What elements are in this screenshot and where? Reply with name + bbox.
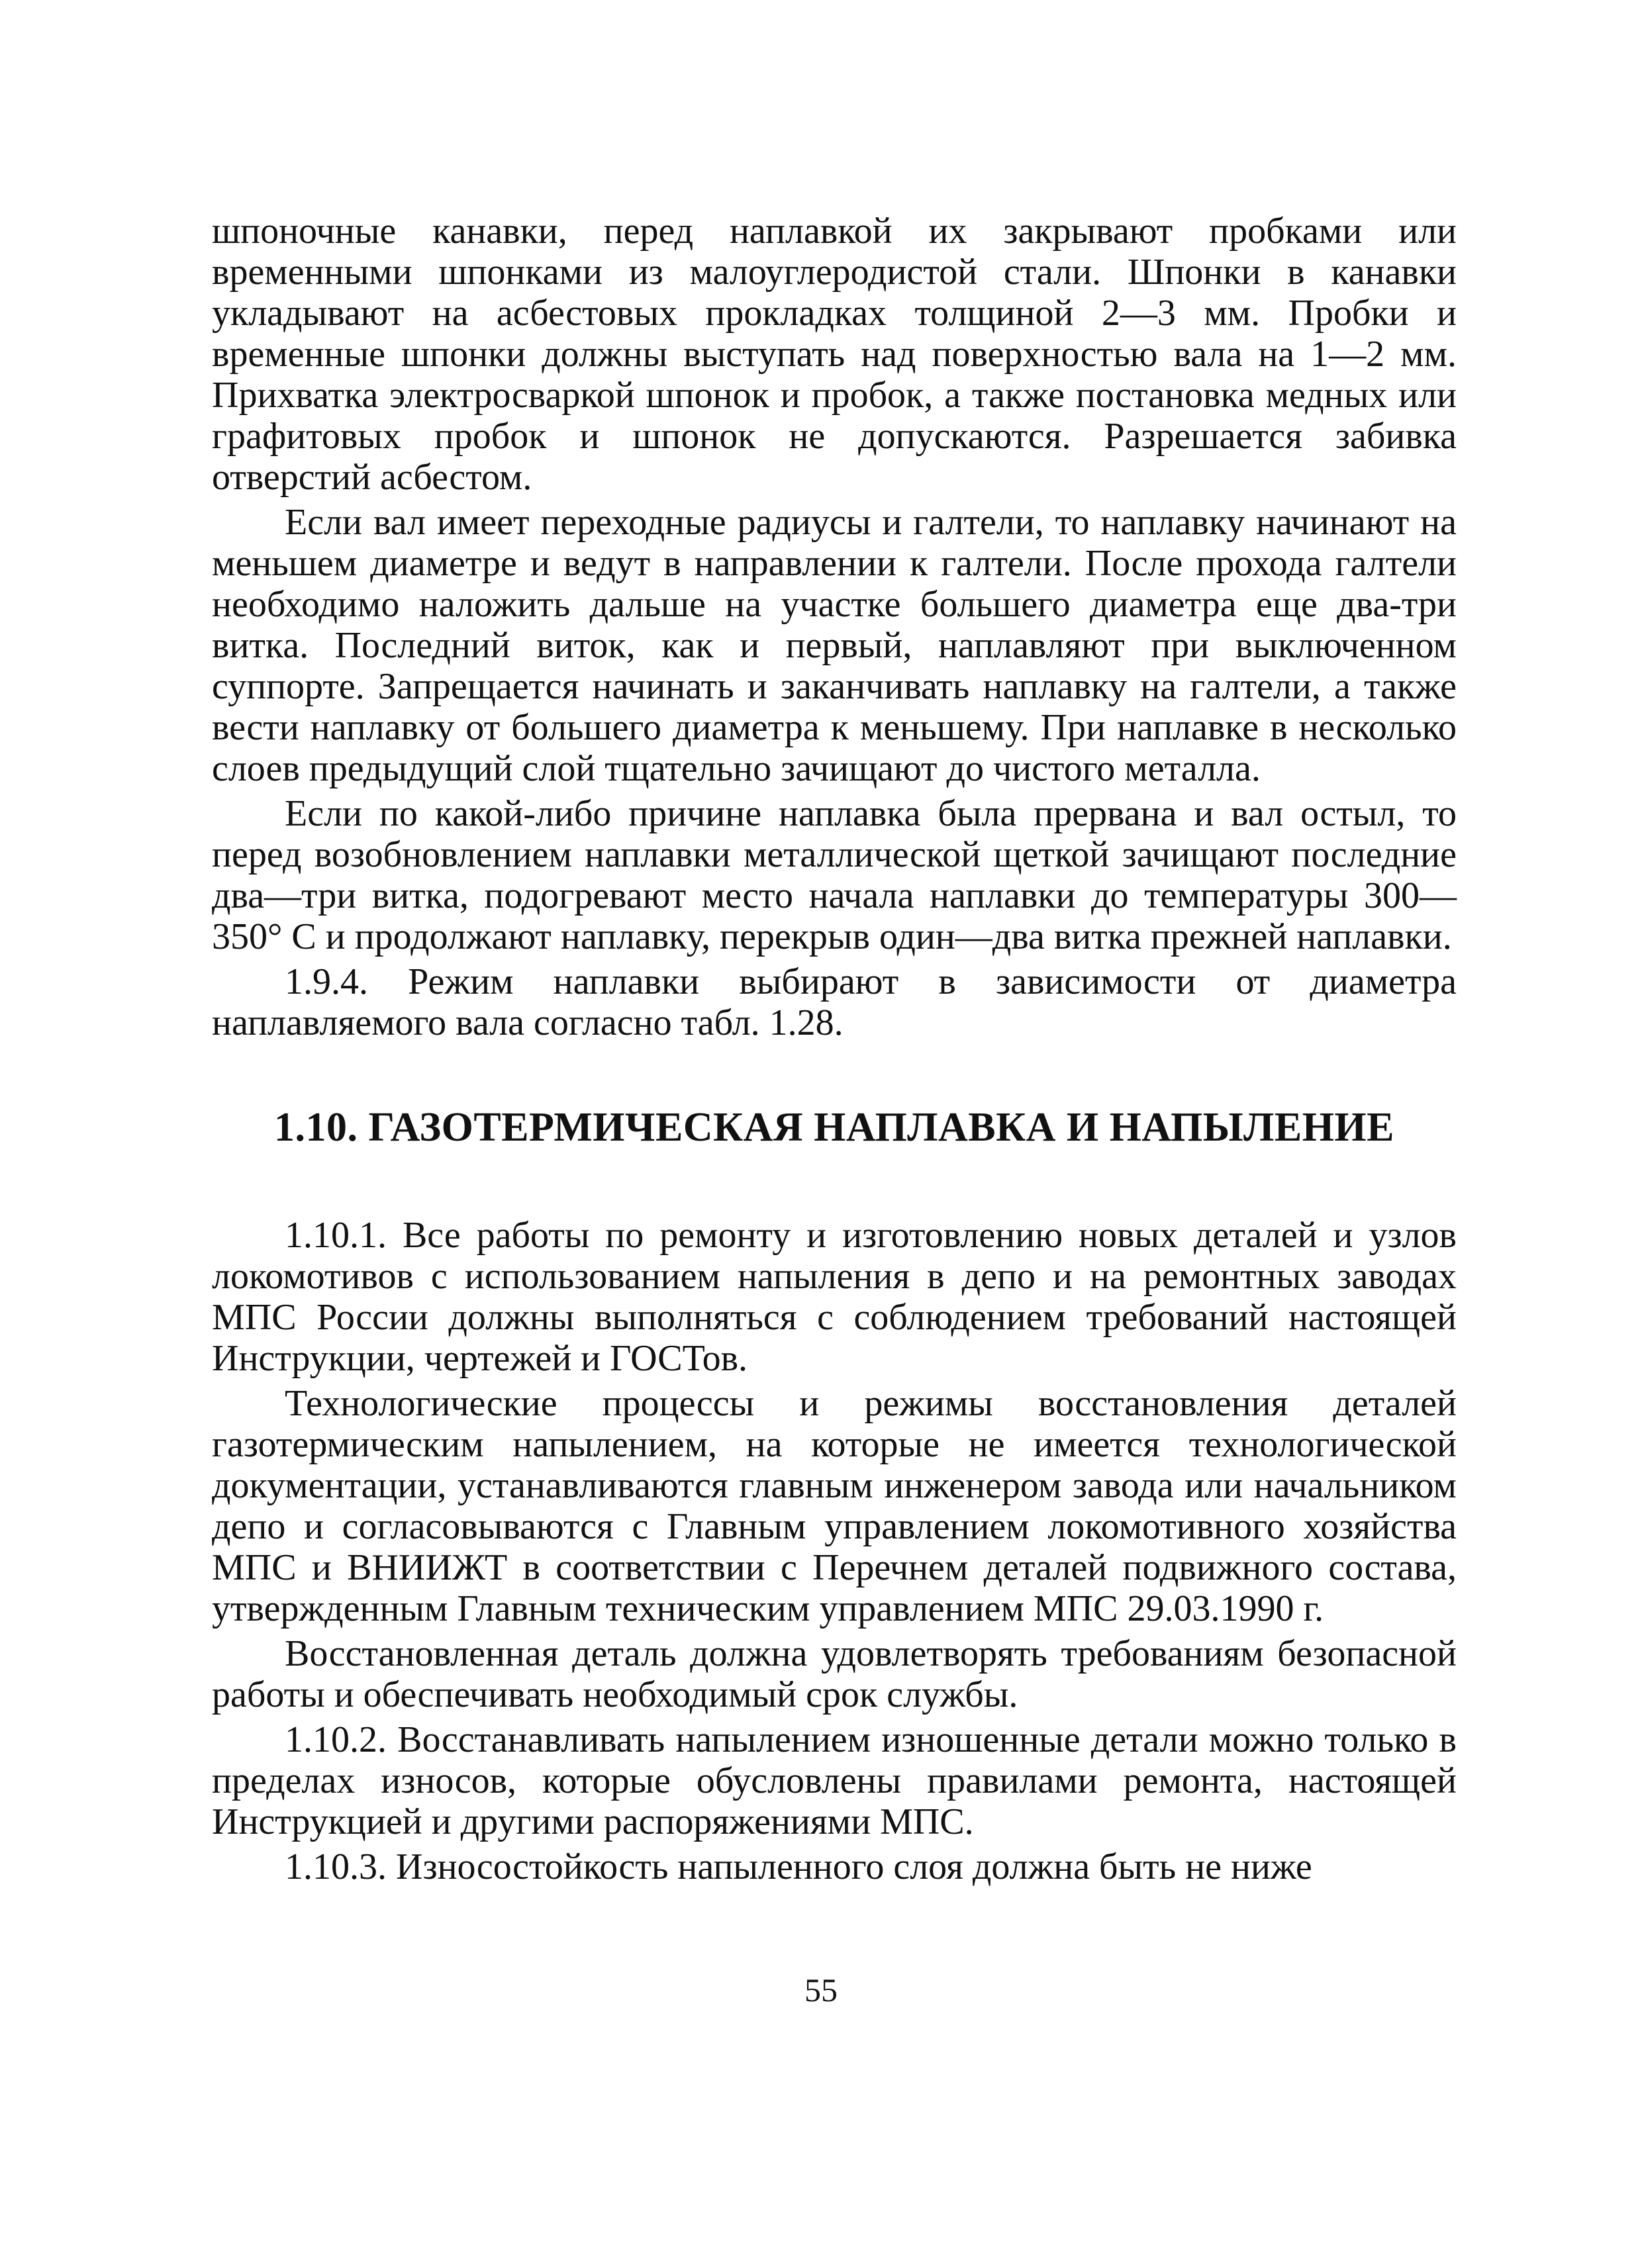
paragraph-1-10-3: 1.10.3. Износостойкость напыленного слоя должна быть не ниже (285, 1846, 1312, 1887)
page-number: 55 (804, 1971, 838, 2008)
page-body (212, 211, 1457, 1891)
paragraph-fillets: Если вал имеет переходные радиусы и галтели, то наплавку начинают на меньшем диаметре и ведут в направлении к галтели. После прохода галтели необходимо наложить дальше на участке большего диаметра еще два-три витка. Последний виток, как и первый, наплавляют при выключенном суппорте. Запрещается начинать и заканчивать наплавку на галтели, а также вести наплавку от большего диаметра к меньшему. При наплавке в несколько слоев предыдущий слой тщательно зачищают до чистого металла. (212, 502, 1457, 789)
paragraph-continuation: шпоночные канавки, перед наплавкой их закрывают пробками или временными шпонками из малоуглеродистой стали. Шпонки в канавки укладывают на асбестовых прокладках толщиной 2—3 мм. Пробки и временные шпонки должны выступать над поверхностью вала на 1—2 мм. Прихватка электросваркой шпонок и пробок, а также постановка медных или графитовых пробок и шпонок не допускаются. Разрешается забивка отверстий асбестом. (212, 211, 1457, 498)
paragraph-1-9-4: 1.9.4. Режим наплавки выбирают в зависимости от диаметра наплавляемого вала согласно табл. 1.28. (212, 961, 1457, 1043)
paragraph-1-10-2: 1.10.2. Восстанавливать напылением изношенные детали можно только в пределах износов, которые обусловлены правилами ремонта, настоящей Инструкцией и другими распоряжениями МПС. (212, 1719, 1457, 1842)
paragraph-restored-part: Восстановленная деталь должна удовлетворять требованиям безопасной работы и обеспечивать необходимый срок службы. (212, 1633, 1457, 1715)
paragraph-1-10-1: 1.10.1. Все работы по ремонту и изготовлению новых деталей и узлов локомотивов с использованием напыления в депо и на ремонтных заводах МПС России должны выполняться с соблюдением требований настоящей Инструкции, чертежей и ГОСТов. (212, 1215, 1457, 1379)
section-heading: 1.10. ГАЗОТЕРМИЧЕСКАЯ НАПЛАВКА И НАПЫЛЕНИЕ (273, 1105, 1395, 1150)
paragraph-interrupted: Если по какой-либо причине наплавка была прервана и вал остыл, то перед возобновлением наплавки металлической щеткой зачищают последние два—три витка, подогревают место начала наплавки до температуры 300—350° С и продолжают наплавку, перекрыв один—два витка прежней наплавки. (212, 793, 1457, 957)
paragraph-processes: Технологические процессы и режимы восстановления деталей газотермическим напылением, на которые не имеется технологической документации, устанавливаются главным инженером завода или начальником депо и согласовываются с Главным управлением локомотивного хозяйства МПС и ВНИИЖТ в соответствии с Перечнем деталей подвижного состава, утвержденным Главным техническим управлением МПС 29.03.1990 г. (212, 1383, 1457, 1629)
